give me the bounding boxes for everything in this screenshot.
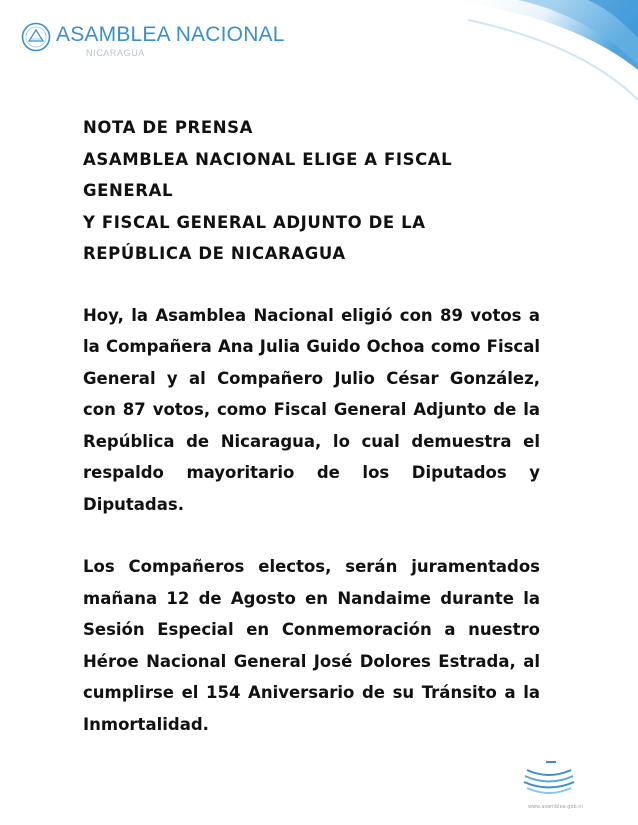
organization-country: NICARAGUA: [86, 48, 145, 58]
footer-emblem-icon: [519, 760, 579, 800]
national-seal-icon: [21, 22, 51, 52]
press-release-content: [83, 112, 540, 740]
heading-line: GENERAL: [83, 181, 174, 200]
footer-url: www.asamblea.gob.ni: [528, 804, 583, 810]
press-release-heading: [83, 112, 540, 270]
heading-line: REPÚBLICA DE NICARAGUA: [83, 244, 346, 263]
organization-name: ASAMBLEA NACIONAL: [56, 23, 285, 46]
heading-line: NOTA DE PRENSA: [83, 118, 253, 137]
heading-line: Y FISCAL GENERAL ADJUNTO DE LA: [83, 212, 426, 232]
heading-line: ASAMBLEA NACIONAL ELIGE A FISCAL: [83, 149, 453, 169]
organization-logo: [21, 22, 285, 59]
body-paragraph-1: Hoy, la Asamblea Nacional eligió con 89 votos a la Compañera Ana Julia Guido Ochoa como Fiscal General y al Compañero Julio César González, con 87 votos, como Fiscal General Adjunto de la República de Nicaragua, lo cual demuestra el respaldo mayoritario de los Diputados y Diputadas.: [83, 305, 540, 514]
body-paragraph-2: Los Compañeros electos, serán juramentados mañana 12 de Agosto en Nandaime durante la Sesión Especial en Conmemoración a nuestro Héroe Nacional General José Dolores Estrada, al cumplirse el 154 Aniversario de su Tránsito a la Inmortalidad.: [83, 557, 540, 734]
